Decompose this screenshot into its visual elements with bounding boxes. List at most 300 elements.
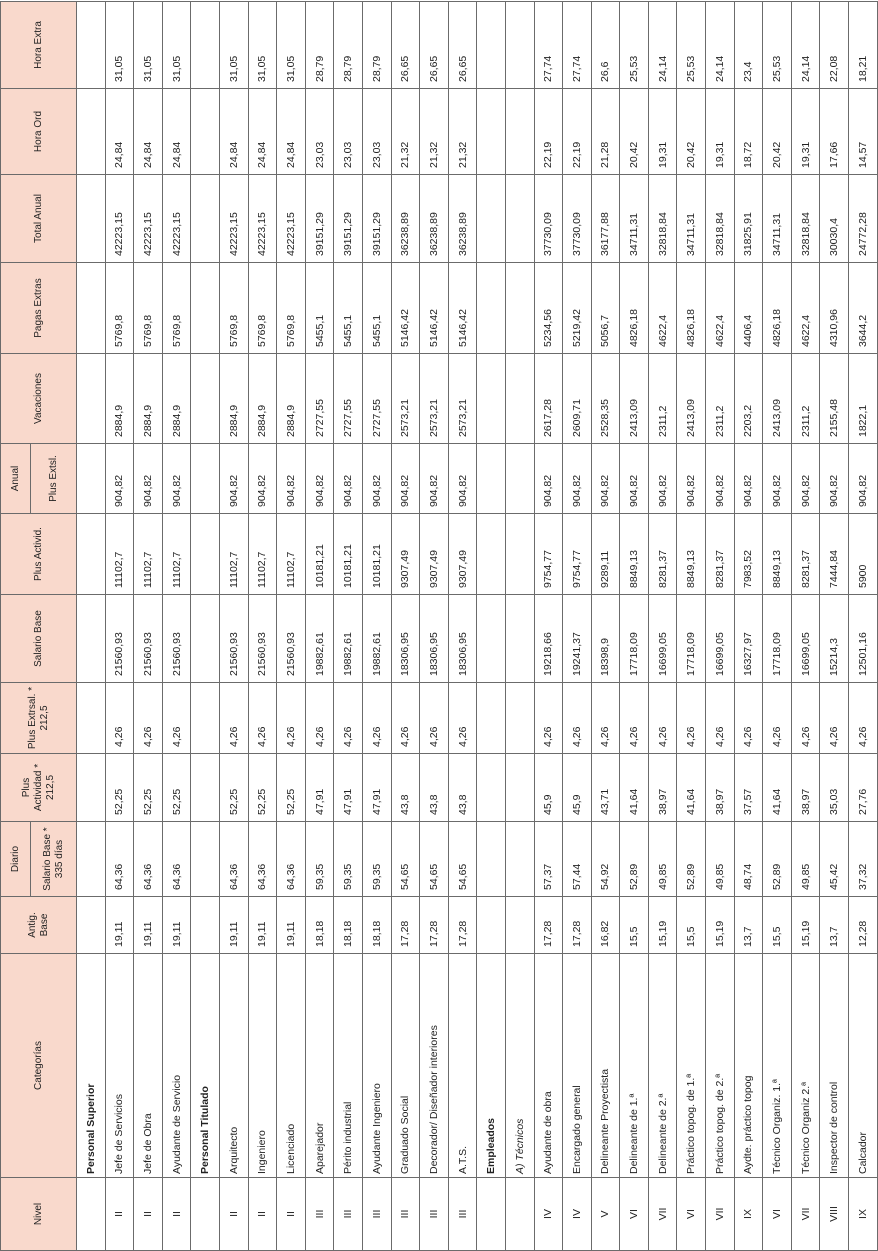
cell-total-anual: 42223,15 [219, 175, 248, 263]
cell-hora-ord: 21,32 [391, 89, 420, 175]
section-label: Personal Superior [77, 954, 106, 1178]
empty-cell [477, 89, 506, 175]
cell-plus-extrasal: 4,26 [620, 683, 649, 754]
cell-nivel: V [591, 1178, 620, 1251]
cell-total-anual: 42223,15 [105, 175, 134, 263]
cell-vacaciones: 2413,09 [677, 354, 706, 444]
cell-hora-ord: 23,03 [362, 89, 391, 175]
cell-categoria: Graduado Social [391, 954, 420, 1178]
cell-hora-ord: 22,19 [563, 89, 592, 175]
empty-cell [191, 595, 220, 683]
cell-vacaciones: 2884,9 [105, 354, 134, 444]
cell-hora-ord: 14,57 [849, 89, 878, 175]
cell-plus-activid: 9307,49 [420, 514, 449, 595]
table-row [448, 2, 477, 1251]
empty-cell [505, 354, 534, 444]
cell-plus-activid: 11102,7 [248, 514, 277, 595]
cell-hora-ord: 24,84 [248, 89, 277, 175]
header-antig-base: Antig. Base [1, 897, 77, 954]
cell-plus-extrasal: 4,26 [334, 683, 363, 754]
cell-categoria: Técnico Organiz. 1.ª [763, 954, 792, 1178]
cell-total-anual: 42223,15 [162, 175, 191, 263]
empty-cell [77, 263, 106, 354]
cell-plus-actividad: 52,25 [277, 754, 306, 822]
cell-salario-base-diario: 59,35 [362, 822, 391, 897]
cell-plus-activid: 11102,7 [134, 514, 163, 595]
cell-plus-activid: 8281,37 [791, 514, 820, 595]
cell-nivel: II [134, 1178, 163, 1251]
header-plus-activid: Plus Activid. [1, 514, 77, 595]
cell-salario-base: 19882,61 [362, 595, 391, 683]
cell-salario-base: 19882,61 [305, 595, 334, 683]
cell-antig-base: 15,5 [763, 897, 792, 954]
cell-salario-base-diario: 48,74 [734, 822, 763, 897]
cell-vacaciones: 2203,2 [734, 354, 763, 444]
cell-plus-activid: 9754,77 [534, 514, 563, 595]
cell-total-anual: 42223,15 [134, 175, 163, 263]
cell-salario-base: 12501,16 [849, 595, 878, 683]
cell-hora-ord: 18,72 [734, 89, 763, 175]
cell-categoria: Técnico Organiz 2.ª [791, 954, 820, 1178]
header-hora-extra: Hora Extra [1, 2, 77, 89]
cell-plus-actividad: 52,25 [219, 754, 248, 822]
cell-pagas-extras: 4406,4 [734, 263, 763, 354]
cell-salario-base: 17718,09 [763, 595, 792, 683]
cell-hora-ord: 24,84 [162, 89, 191, 175]
empty-cell [191, 444, 220, 514]
cell-salario-base-diario: 54,65 [420, 822, 449, 897]
cell-categoria: Ingeniero [248, 954, 277, 1178]
cell-plus-extrasal: 4,26 [563, 683, 592, 754]
cell-salario-base: 15214,3 [820, 595, 849, 683]
cell-salario-base-diario: 64,36 [277, 822, 306, 897]
cell-antig-base: 15,19 [648, 897, 677, 954]
empty-cell [505, 822, 534, 897]
cell-hora-ord: 21,32 [448, 89, 477, 175]
header-salario-base-diario: Salario Base * 335 días [31, 822, 77, 897]
cell-plus-extsl: 904,82 [734, 444, 763, 514]
cell-pagas-extras: 4622,4 [791, 263, 820, 354]
cell-nivel: III [448, 1178, 477, 1251]
cell-vacaciones: 2311,2 [706, 354, 735, 444]
cell-plus-actividad: 41,64 [677, 754, 706, 822]
cell-total-anual: 32818,84 [791, 175, 820, 263]
cell-salario-base-diario: 57,37 [534, 822, 563, 897]
cell-salario-base: 18306,95 [420, 595, 449, 683]
cell-pagas-extras: 4310,96 [820, 263, 849, 354]
table-row [162, 2, 191, 1251]
cell-salario-base-diario: 49,85 [791, 822, 820, 897]
cell-categoria: Ayudante de obra [534, 954, 563, 1178]
cell-hora-ord: 21,28 [591, 89, 620, 175]
cell-hora-extra: 22,08 [820, 2, 849, 89]
cell-vacaciones: 2573,21 [420, 354, 449, 444]
cell-pagas-extras: 4826,18 [763, 263, 792, 354]
cell-hora-extra: 31,05 [105, 2, 134, 89]
cell-vacaciones: 2311,2 [791, 354, 820, 444]
cell-pagas-extras: 5234,56 [534, 263, 563, 354]
cell-hora-ord: 20,42 [677, 89, 706, 175]
cell-pagas-extras: 4622,4 [706, 263, 735, 354]
cell-salario-base-diario: 64,36 [162, 822, 191, 897]
cell-antig-base: 16,82 [591, 897, 620, 954]
cell-plus-activid: 11102,7 [277, 514, 306, 595]
cell-nivel [191, 1178, 220, 1251]
cell-total-anual: 32818,84 [706, 175, 735, 263]
cell-plus-actividad: 27,76 [849, 754, 878, 822]
empty-cell [191, 354, 220, 444]
cell-plus-extrasal: 4,26 [734, 683, 763, 754]
cell-antig-base: 15,5 [677, 897, 706, 954]
cell-salario-base: 21560,93 [277, 595, 306, 683]
section-label: Empleados [477, 954, 506, 1178]
cell-antig-base: 18,18 [305, 897, 334, 954]
header-anual-group: Anual [1, 444, 31, 514]
cell-total-anual: 34711,31 [620, 175, 649, 263]
table-header [1, 2, 77, 1251]
header-nivel: Nivel [1, 1178, 77, 1251]
cell-vacaciones: 2727,55 [305, 354, 334, 444]
cell-plus-activid: 5900 [849, 514, 878, 595]
empty-cell [191, 175, 220, 263]
cell-plus-actividad: 52,25 [248, 754, 277, 822]
cell-plus-activid: 8281,37 [648, 514, 677, 595]
cell-nivel: VII [648, 1178, 677, 1251]
cell-hora-extra: 18,21 [849, 2, 878, 89]
table-row [362, 2, 391, 1251]
cell-plus-extsl: 904,82 [820, 444, 849, 514]
cell-vacaciones: 2573,21 [448, 354, 477, 444]
cell-pagas-extras: 5455,1 [305, 263, 334, 354]
empty-cell [191, 263, 220, 354]
empty-cell [77, 754, 106, 822]
cell-total-anual: 42223,15 [248, 175, 277, 263]
cell-plus-extrasal: 4,26 [448, 683, 477, 754]
cell-antig-base: 19,11 [134, 897, 163, 954]
cell-antig-base: 18,18 [334, 897, 363, 954]
cell-antig-base: 15,19 [791, 897, 820, 954]
cell-vacaciones: 2727,55 [362, 354, 391, 444]
cell-salario-base: 21560,93 [105, 595, 134, 683]
cell-hora-extra: 26,65 [448, 2, 477, 89]
empty-cell [77, 2, 106, 89]
cell-hora-ord: 23,03 [305, 89, 334, 175]
cell-hora-extra: 31,05 [248, 2, 277, 89]
cell-categoria: A.T.S. [448, 954, 477, 1178]
cell-plus-extsl: 904,82 [248, 444, 277, 514]
cell-plus-extsl: 904,82 [591, 444, 620, 514]
cell-hora-extra: 31,05 [134, 2, 163, 89]
cell-plus-actividad: 43,71 [591, 754, 620, 822]
table-row [648, 2, 677, 1251]
empty-cell [477, 2, 506, 89]
cell-categoria: Arquitecto [219, 954, 248, 1178]
cell-plus-extsl: 904,82 [391, 444, 420, 514]
cell-hora-ord: 19,31 [791, 89, 820, 175]
cell-salario-base-diario: 59,35 [305, 822, 334, 897]
cell-hora-ord: 19,31 [706, 89, 735, 175]
cell-nivel: II [277, 1178, 306, 1251]
table-body [77, 2, 878, 1251]
cell-plus-activid: 9307,49 [391, 514, 420, 595]
cell-vacaciones: 2311,2 [648, 354, 677, 444]
cell-plus-actividad: 45,9 [563, 754, 592, 822]
header-plus-extsl: Plus Extsl. [31, 444, 77, 514]
header-plus-actividad: Plus Actividad * 212,5 [1, 754, 77, 822]
table-row [391, 2, 420, 1251]
cell-pagas-extras: 5455,1 [334, 263, 363, 354]
cell-hora-extra: 28,79 [362, 2, 391, 89]
empty-cell [505, 263, 534, 354]
cell-salario-base-diario: 37,32 [849, 822, 878, 897]
empty-cell [77, 175, 106, 263]
cell-total-anual: 34711,31 [763, 175, 792, 263]
cell-nivel: III [334, 1178, 363, 1251]
cell-categoria: Delineante de 2.ª [648, 954, 677, 1178]
cell-hora-extra: 24,14 [791, 2, 820, 89]
cell-total-anual: 31825,91 [734, 175, 763, 263]
cell-salario-base: 18306,95 [391, 595, 420, 683]
cell-pagas-extras: 3644,2 [849, 263, 878, 354]
cell-hora-ord: 24,84 [219, 89, 248, 175]
cell-plus-extsl: 904,82 [648, 444, 677, 514]
table-row [277, 2, 306, 1251]
cell-nivel: III [362, 1178, 391, 1251]
empty-cell [505, 754, 534, 822]
cell-plus-actividad: 41,64 [620, 754, 649, 822]
empty-cell [477, 754, 506, 822]
cell-total-anual: 32818,84 [648, 175, 677, 263]
cell-plus-extrasal: 4,26 [391, 683, 420, 754]
cell-hora-ord: 24,84 [134, 89, 163, 175]
empty-cell [191, 754, 220, 822]
cell-plus-actividad: 41,64 [763, 754, 792, 822]
empty-cell [77, 444, 106, 514]
cell-nivel: II [162, 1178, 191, 1251]
table-row [219, 2, 248, 1251]
cell-plus-activid: 11102,7 [162, 514, 191, 595]
header-vacaciones: Vacaciones [1, 354, 77, 444]
empty-cell [77, 822, 106, 897]
table-row [420, 2, 449, 1251]
cell-pagas-extras: 5769,8 [219, 263, 248, 354]
cell-nivel: VII [706, 1178, 735, 1251]
cell-plus-extsl: 904,82 [534, 444, 563, 514]
empty-cell [505, 897, 534, 954]
empty-cell [191, 897, 220, 954]
cell-plus-extrasal: 4,26 [248, 683, 277, 754]
cell-plus-actividad: 52,25 [105, 754, 134, 822]
cell-pagas-extras: 5146,42 [448, 263, 477, 354]
cell-total-anual: 34711,31 [677, 175, 706, 263]
cell-plus-extrasal: 4,26 [791, 683, 820, 754]
cell-antig-base: 19,11 [162, 897, 191, 954]
cell-hora-extra: 28,79 [305, 2, 334, 89]
cell-salario-base-diario: 49,85 [648, 822, 677, 897]
cell-nivel: II [219, 1178, 248, 1251]
cell-salario-base: 17718,09 [677, 595, 706, 683]
cell-plus-extrasal: 4,26 [362, 683, 391, 754]
section-row [477, 2, 506, 1251]
cell-plus-activid: 10181,21 [305, 514, 334, 595]
cell-plus-extsl: 904,82 [620, 444, 649, 514]
cell-plus-extrasal: 4,26 [591, 683, 620, 754]
cell-nivel [477, 1178, 506, 1251]
cell-salario-base: 18306,95 [448, 595, 477, 683]
cell-salario-base-diario: 54,65 [391, 822, 420, 897]
cell-total-anual: 37730,09 [563, 175, 592, 263]
cell-antig-base: 13,7 [820, 897, 849, 954]
cell-antig-base: 19,11 [277, 897, 306, 954]
cell-salario-base: 17718,09 [620, 595, 649, 683]
cell-total-anual: 36238,89 [448, 175, 477, 263]
cell-salario-base-diario: 64,36 [134, 822, 163, 897]
empty-cell [477, 263, 506, 354]
cell-antig-base: 17,28 [391, 897, 420, 954]
cell-nivel: VIII [820, 1178, 849, 1251]
cell-salario-base-diario: 54,65 [448, 822, 477, 897]
cell-plus-actividad: 38,97 [648, 754, 677, 822]
cell-salario-base-diario: 64,36 [219, 822, 248, 897]
cell-plus-extsl: 904,82 [706, 444, 735, 514]
cell-vacaciones: 2155,48 [820, 354, 849, 444]
cell-categoria: Ayudante de Servicio [162, 954, 191, 1178]
cell-antig-base: 17,28 [563, 897, 592, 954]
cell-hora-extra: 23,4 [734, 2, 763, 89]
cell-plus-actividad: 47,91 [305, 754, 334, 822]
cell-plus-extsl: 904,82 [162, 444, 191, 514]
cell-categoria: Jefe de Obra [134, 954, 163, 1178]
cell-nivel: IX [849, 1178, 878, 1251]
cell-total-anual: 36238,89 [420, 175, 449, 263]
empty-cell [477, 175, 506, 263]
cell-nivel: II [105, 1178, 134, 1251]
cell-plus-activid: 11102,7 [105, 514, 134, 595]
cell-categoria: Aydte. práctico topog [734, 954, 763, 1178]
cell-salario-base-diario: 45,42 [820, 822, 849, 897]
cell-plus-actividad: 38,97 [791, 754, 820, 822]
cell-plus-actividad: 35,03 [820, 754, 849, 822]
cell-plus-extrasal: 4,26 [648, 683, 677, 754]
empty-cell [191, 89, 220, 175]
cell-nivel: III [420, 1178, 449, 1251]
cell-pagas-extras: 4826,18 [677, 263, 706, 354]
empty-cell [505, 595, 534, 683]
cell-hora-extra: 25,53 [677, 2, 706, 89]
cell-total-anual: 36238,89 [391, 175, 420, 263]
cell-salario-base: 18398,9 [591, 595, 620, 683]
cell-nivel: VII [791, 1178, 820, 1251]
cell-plus-extrasal: 4,26 [277, 683, 306, 754]
cell-plus-actividad: 47,91 [334, 754, 363, 822]
cell-hora-extra: 31,05 [277, 2, 306, 89]
table-row [849, 2, 878, 1251]
empty-cell [505, 444, 534, 514]
cell-categoria: Licenciado [277, 954, 306, 1178]
cell-hora-extra: 31,05 [219, 2, 248, 89]
cell-vacaciones: 2727,55 [334, 354, 363, 444]
cell-hora-extra: 25,53 [620, 2, 649, 89]
cell-antig-base: 12,28 [849, 897, 878, 954]
empty-cell [477, 683, 506, 754]
cell-vacaciones: 2413,09 [620, 354, 649, 444]
cell-plus-extrasal: 4,26 [134, 683, 163, 754]
empty-cell [77, 595, 106, 683]
cell-total-anual: 39151,29 [334, 175, 363, 263]
cell-plus-extsl: 904,82 [134, 444, 163, 514]
cell-antig-base: 15,5 [620, 897, 649, 954]
cell-nivel: IX [734, 1178, 763, 1251]
cell-vacaciones: 2884,9 [219, 354, 248, 444]
empty-cell [505, 175, 534, 263]
cell-total-anual: 36177,88 [591, 175, 620, 263]
cell-antig-base: 13,7 [734, 897, 763, 954]
table-row [734, 2, 763, 1251]
cell-plus-extsl: 904,82 [362, 444, 391, 514]
cell-hora-ord: 17,66 [820, 89, 849, 175]
cell-salario-base: 16699,05 [648, 595, 677, 683]
empty-cell [77, 683, 106, 754]
cell-salario-base: 21560,93 [162, 595, 191, 683]
salary-table [0, 1, 878, 1251]
cell-plus-activid: 8849,13 [677, 514, 706, 595]
cell-salario-base-diario: 49,85 [706, 822, 735, 897]
empty-cell [505, 683, 534, 754]
cell-pagas-extras: 5769,8 [134, 263, 163, 354]
cell-plus-extsl: 904,82 [305, 444, 334, 514]
cell-hora-ord: 24,84 [277, 89, 306, 175]
cell-pagas-extras: 5769,8 [162, 263, 191, 354]
header-total-anual: Total Anual [1, 175, 77, 263]
cell-nivel [505, 1178, 534, 1251]
cell-categoria: Decorador/ Diseñador interiores [420, 954, 449, 1178]
table-row [563, 2, 592, 1251]
cell-plus-extsl: 904,82 [677, 444, 706, 514]
header-salario-base: Salario Base [1, 595, 77, 683]
empty-cell [77, 354, 106, 444]
cell-categoria: Práctico topog. de 1.ª [677, 954, 706, 1178]
cell-total-anual: 37730,09 [534, 175, 563, 263]
cell-plus-activid: 7983,52 [734, 514, 763, 595]
cell-hora-extra: 26,65 [420, 2, 449, 89]
cell-pagas-extras: 5219,42 [563, 263, 592, 354]
cell-plus-extsl: 904,82 [849, 444, 878, 514]
cell-vacaciones: 2609,71 [563, 354, 592, 444]
table-row [791, 2, 820, 1251]
cell-pagas-extras: 5769,8 [277, 263, 306, 354]
cell-plus-extsl: 904,82 [420, 444, 449, 514]
cell-nivel: IV [563, 1178, 592, 1251]
section-label: Personal Titulado [191, 954, 220, 1178]
empty-cell [191, 2, 220, 89]
cell-plus-extsl: 904,82 [763, 444, 792, 514]
cell-antig-base: 17,28 [420, 897, 449, 954]
cell-hora-extra: 27,74 [563, 2, 592, 89]
cell-plus-activid: 9754,77 [563, 514, 592, 595]
cell-nivel: VI [620, 1178, 649, 1251]
empty-cell [191, 683, 220, 754]
cell-nivel: II [248, 1178, 277, 1251]
cell-nivel [77, 1178, 106, 1251]
header-hora-ord: Hora Ord [1, 89, 77, 175]
cell-plus-extrasal: 4,26 [105, 683, 134, 754]
empty-cell [77, 897, 106, 954]
cell-total-anual: 24772,28 [849, 175, 878, 263]
cell-plus-actividad: 52,25 [162, 754, 191, 822]
cell-plus-activid: 8281,37 [706, 514, 735, 595]
cell-salario-base: 16699,05 [791, 595, 820, 683]
cell-vacaciones: 2884,9 [162, 354, 191, 444]
